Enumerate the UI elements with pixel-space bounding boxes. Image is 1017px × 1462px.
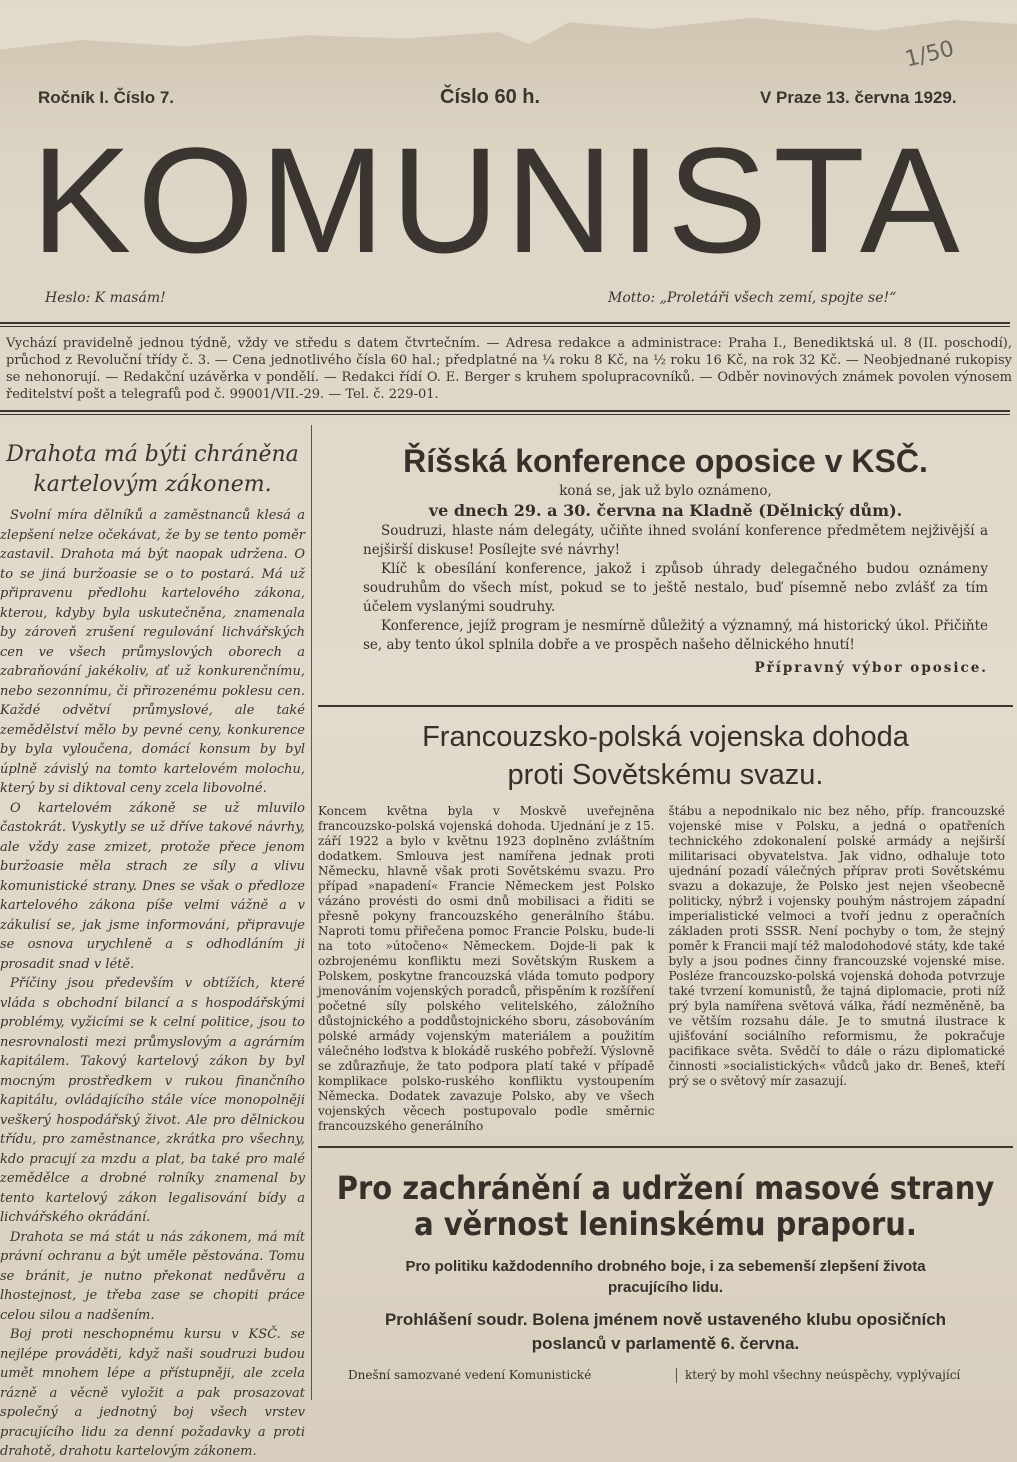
conference-paragraph: Klíč k obesílání konference, jakož i způsob úhrady delegačného budou oznámeny soudruhům do všech míst, pokud se to ještě nestalo, buď písemně nebo zvlášť za tím účelem vyslanými soudruhy.: [363, 561, 988, 615]
mass-party-subheading-1-line2: pracujícího lidu.: [607, 1279, 723, 1296]
conference-dates: ve dnech 29. a 30. června na Kladně (Dělnický dům).: [428, 501, 903, 520]
mass-party-heading-line2: a věrnost leninskému praporu.: [414, 1205, 917, 1243]
mass-party-text-left: Dnešní samozvané vedení Komunistické: [348, 1368, 592, 1382]
conference-paragraph: Soudruzi, hlaste nám delegáty, učiňte ihned svolání konference předmětem nejživější a nejširší diskuse! Posílejte své návrhy!: [363, 523, 988, 558]
left-article-paragraph: Příčiny jsou především v obtížích, které vláda s obchodní bilancí a s hospodářskými problémy, vyžicími se k celní politice, jsou to nesrovnalosti mezi průmyslovým a agrárním kapitálem. Takový kartelový zákon by byl mocným prostředkem v rukou finančního kapitálu, ovládajícího stále více monopolněji veškerý hospodářský život. Ale pro dělnickou třídu, pro zaměstnance, zkrátka pro všechny, kdo pracují za mzdu a plat, ba také pro malé zemědělce a drobné rolníky znamenal by tento kartelový zákon legalisování bídy a lichvářského okrádání.: [0, 976, 305, 1225]
mass-party-subheading-1-line1: Pro politiku každodenního drobného boje, i za sebemenší zlepšení života: [405, 1258, 926, 1275]
top-rule: [0, 322, 1010, 324]
motto-right: Motto: „Proletáři všech zemí, spojte se!“: [608, 290, 897, 306]
conference-subline: koná se, jak už bylo oznámeno,: [559, 483, 772, 499]
info-rule: [0, 410, 1010, 412]
newspaper-title: KOMUNISTA: [31, 116, 966, 284]
left-article-paragraph: Svolní míra dělníků a zaměstnanců klesá a zlepšení nelze očekávat, že by se tento poměr zastavil. Drahota má být naopak udržena. O to se jiná buržoasie se o to postará. Má už připravenu předlohu kartelového zákona, kterou, kdyby byla uskutečněna, znamenala by zároveň zrušení regulování lichvářských cen ve všech průmyslových oborech a zabraňování jakékoliv, ať už konkurenčnímu, nebo sezonnímu, či přirozenému poklesu cen. Každé odvětví průmyslové, ale také zemědělství mělo by pevné ceny, konkurence by byla vyloučena, domácí konsum by byl úplně závislý na tomto kartelovém molochu, který by si diktoval ceny zcela libovolné.: [0, 508, 305, 796]
volume-number: Ročník I. Číslo 7.: [38, 88, 175, 107]
conference-announcement: [318, 440, 1013, 695]
left-article-heading: Drahota má býti chráněna kartelovým zákonem.: [6, 442, 299, 497]
conference-paragraph: Konference, jejíž program je nesmírně důležitý a významný, má historický úkol. Přičiňte se, aby tento úkol splnila dobře a ve prospěch našeho dělnického hnutí!: [363, 618, 988, 653]
franco-polish-article: [318, 718, 1013, 1158]
masthead-meta: [0, 88, 1017, 118]
top-rule-thin: [0, 326, 1010, 327]
issue-price: Číslo 60 h.: [440, 86, 541, 108]
conference-signature: Přípravný výbor oposice.: [754, 660, 988, 676]
left-article-paragraph: O kartelovém zákoně se už mluvilo častokrát. Vyskytly se už dříve takové návrhy, ale vždy zase zmizet, protože přece jenom buržoasie měla strach ze síly a vlivu komunistické strany. Dnes se však o předloze kartelového zákona píše velmi vážně a v zákulisí se, jak jsme informováni, připravuje se osnova urychleně a s odhodláním ji prosadit snad v létě.: [0, 800, 305, 972]
column-divider: [311, 425, 312, 1400]
franco-polish-column-1: Koncem května byla v Moskvě uveřejněna francouzsko-polská vojenská dohoda. Ujednání je z 15. září 1922 a bylo v květnu 1923 doplněno zvláštním dodatkem. Smlouva jest namířena jednak proti Německu, hlavně však proti Sovětskému svazu. Pro případ »napadení« Francie Německem jest Polsko vázáno provésti do osmi dnů mobilisaci a řiditi se přesně pokyny francouzského generálního štábu. Naproti tomu přiřečena pomoc Francie Polsku, bude-li na toto »útočeno« Německem. Dojde-li pak k ozbrojenému konfliktu mezi Sovětským Ruskem a Polskem, poskytne francouzská vláda tomuto podpory jmenováním vojenských poradců, přispěním k rozšíření početné síly polského velitelského, záložního důstojnického a poddůstojnického sboru, zásobováním polské armády vojenským materiálem a použitím válečného loďstva k blokádě ruského pobřeží. Výslovně se zdůrazňuje, že tato podpora platí také v případě komplikace polsko-ruského konfliktu vystoupením Německa. Dodatek zavazuje Polsko, aby ve všech vojenských věcech postupovalo podle směrnic francouzského generálního: [318, 804, 655, 1133]
franco-polish-heading-line2: proti Sovětskému svazu.: [507, 759, 824, 791]
left-article-paragraph: Boj proti neschopnému kursu v KSČ. se nejlépe prováděti, když naši soudruzi budou umět mnohem lépe a přístupněji, ale zcela rázně a věcně vyložit a pak prosazovat společný a jednotný boj všech vrstev pracujícího lidu za denní požadavky a proti drahotě, drahotu kartelovým zákonem.: [0, 1327, 305, 1459]
handwritten-mark: 1/50: [902, 36, 957, 73]
franco-polish-heading-line1: Francouzsko-polská vojenska dohoda: [422, 721, 909, 753]
left-article: [0, 440, 305, 1459]
left-article-paragraph: Drahota se má stát u nás zákonem, má mít právní ochranu a být uměle pěstována. Tomu se bránit, je nutno překonat nedůvěru a lhostejnost, je třeba zase se chopiti práce celou silou a nadšením.: [0, 1229, 305, 1323]
section-rule-2: [318, 1146, 1013, 1148]
mass-party-article: [318, 1170, 1013, 1400]
franco-polish-column-2: štábu a nepodnikalo nic bez něho, příp. francouzské vojenské mise v Polsku, a jedná o opatřeních technického zdokonalení polské armády a nejširší militarisaci obyvatelstva. Jak vidno, odhaluje toto ujednání pozadí válečných příprav proti Sovětskému svazu a dokazuje, že Polsko jest nejen všeobecně politicky, nýbrž i vojensky pouhým nástrojem západní imperialistické velmoci a tvoří jednu z operačních základen proti SSSR. Není pochyby o tom, že stejný poměr k Francii mají též malodohodové státy, kde také byly a jsou podnes činny francouzské vojenské mise. Posléze francouzsko-polská vojenská dohoda potvrzuje také tvrzení komunistů, že tajná diplomacie, proti níž prý byla namířena světová válka, řádí nezměněně, ba ve větším rozsahu dále. Je to smutná ilustrace k ujišťování sociálního reformismu, že pokračuje pacifikace světa. Svědčí to dále o rázu diplomatické činnosti »socialistických« vůdců jako dr. Beneš, kteří prý se o světový mír zasazují.: [668, 804, 1005, 1088]
torn-edge: [0, 0, 1017, 80]
mass-party-subheading-2-line1: Prohlášení soudr. Bolena jménem nově ustaveného klubu oposičních: [384, 1310, 947, 1329]
place-date: V Praze 13. června 1929.: [760, 88, 957, 107]
conference-heading: Říšská konference oposice v KSČ.: [403, 443, 928, 479]
motto-left: Heslo: K masám!: [45, 290, 166, 306]
section-rule: [318, 705, 1013, 707]
publication-info: Vychází pravidelně jednou týdně, vždy ve středu s datem čtvrtečním. — Adresa redakce a administrace: Praha I., Benediktská ul. 8 (II. poschodí), průchod z Revoluční třídy č. 3. — Cena jednotlivého čísla 60 hal.; předplatné na ¼ roku 8 Kč, na ½ roku 16 Kč, na rok 32 Kč. — Neobjednané rukopisy se nehonorují. — Redakční uzávěrka v pondělí. — Redakci řídí O. E. Berger s kruhem spolupracovníků. — Odběr novinových známek povolen výnosem ředitelství pošt a telegrafů pod č. 99001/VII.-29. — Tel. č. 229-01.: [6, 336, 1012, 402]
mass-party-subheading-2-line2: poslanců v parlamentě 6. června.: [531, 1334, 800, 1353]
mass-party-text-right: který by mohl všechny neúspěchy, vyplývající: [676, 1368, 1013, 1383]
mass-party-heading-line1: Pro zachránění a udržení masové strany: [336, 1169, 995, 1207]
info-rule-thin: [0, 414, 1010, 415]
